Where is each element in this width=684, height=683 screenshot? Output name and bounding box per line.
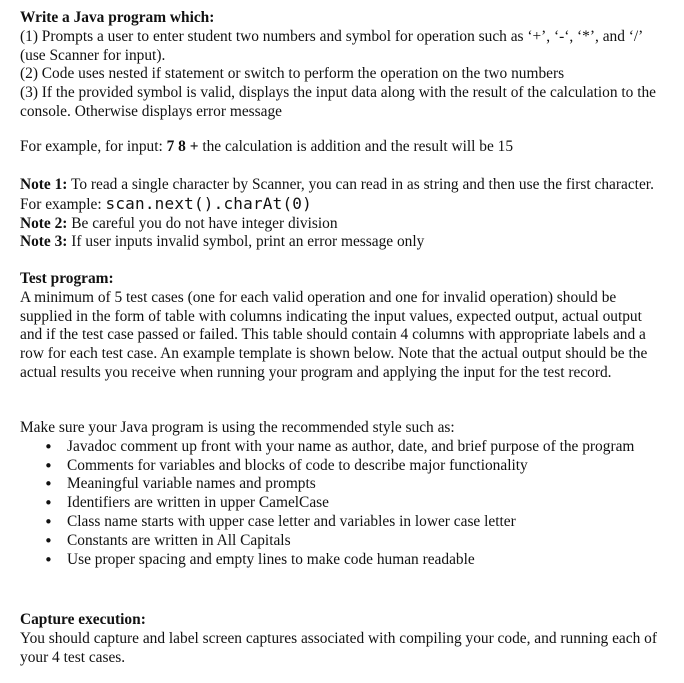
style-item-spacing: • Use proper spacing and empty lines to make code human readable (20, 551, 660, 570)
example-section (20, 138, 660, 157)
requirements-section (20, 9, 660, 122)
style-item-camelcase: • Identifiers are written in upper CamelCase (20, 494, 660, 513)
example-suffix: the calculation is addition and the result will be 15 (198, 138, 514, 155)
assignment-title: Write a Java program which: (20, 9, 215, 26)
notes-section (20, 176, 660, 252)
note-3-text: If user inputs invalid symbol, print an error message only (67, 233, 425, 251)
note-3-label: Note 3: (20, 233, 68, 251)
example-prefix: For example, for input: (20, 138, 167, 155)
style-item-constants: • Constants are written in All Capitals (20, 532, 660, 551)
style-item-class-names: • Class name starts with upper case letter and variables in lower case letter (20, 513, 660, 532)
note-2-label: Note 2: (20, 214, 68, 232)
note-3 (20, 233, 660, 252)
example-paragraph (20, 138, 660, 157)
capture-section (20, 611, 660, 667)
capture-body: You should capture and label screen captures associated with compiling your code, and running each of your 4 test cases. (20, 629, 657, 666)
style-section (20, 419, 660, 569)
style-list (20, 438, 660, 570)
example-input: 7 8 + (166, 138, 199, 155)
capture-heading: Capture execution: (20, 611, 146, 628)
test-program-heading: Test program: (20, 270, 114, 287)
style-item-variable-names: • Meaningful variable names and prompts (20, 475, 660, 494)
note-1 (20, 176, 660, 215)
note-1-code: scan.next().charAt(0) (105, 193, 312, 213)
requirement-3: (3) If the provided symbol is valid, displays the input data along with the result of the calculation to the console. Otherwise displays error message (20, 84, 657, 120)
requirement-2: (2) Code uses nested if statement or switch to perform the operation on the two numbers (20, 65, 565, 83)
style-item-javadoc: • Javadoc comment up front with your name as author, date, and brief purpose of the program (20, 438, 660, 457)
note-2-text: Be careful you do not have integer division (67, 214, 338, 232)
style-intro: Make sure your Java program is using the recommended style such as: (20, 419, 455, 436)
note-1-text: To read a single character by Scanner, you can read in as string and then use the first character. For example: (20, 176, 654, 213)
test-program-section (20, 270, 660, 383)
test-program-body: A minimum of 5 test cases (one for each valid operation and one for invalid operation) should be supplied in the form of table with columns indicating the input values, expected output, actual output and if the test case passed or failed. This table should contain 4 columns with appropriate labels and a row for each test case. An example template is shown below. Note that the actual output should be the actual results you receive when running your program and applying the input for the test record. (20, 288, 648, 381)
note-2 (20, 215, 660, 234)
style-item-comments: • Comments for variables and blocks of code to describe major functionality (20, 457, 660, 476)
note-1-label: Note 1: (20, 176, 68, 193)
requirement-1: (1) Prompts a user to enter student two numbers and symbol for operation such as ‘+’, ‘-‘, ‘*’, and ‘/’ (use Scanner for input). (20, 27, 643, 64)
